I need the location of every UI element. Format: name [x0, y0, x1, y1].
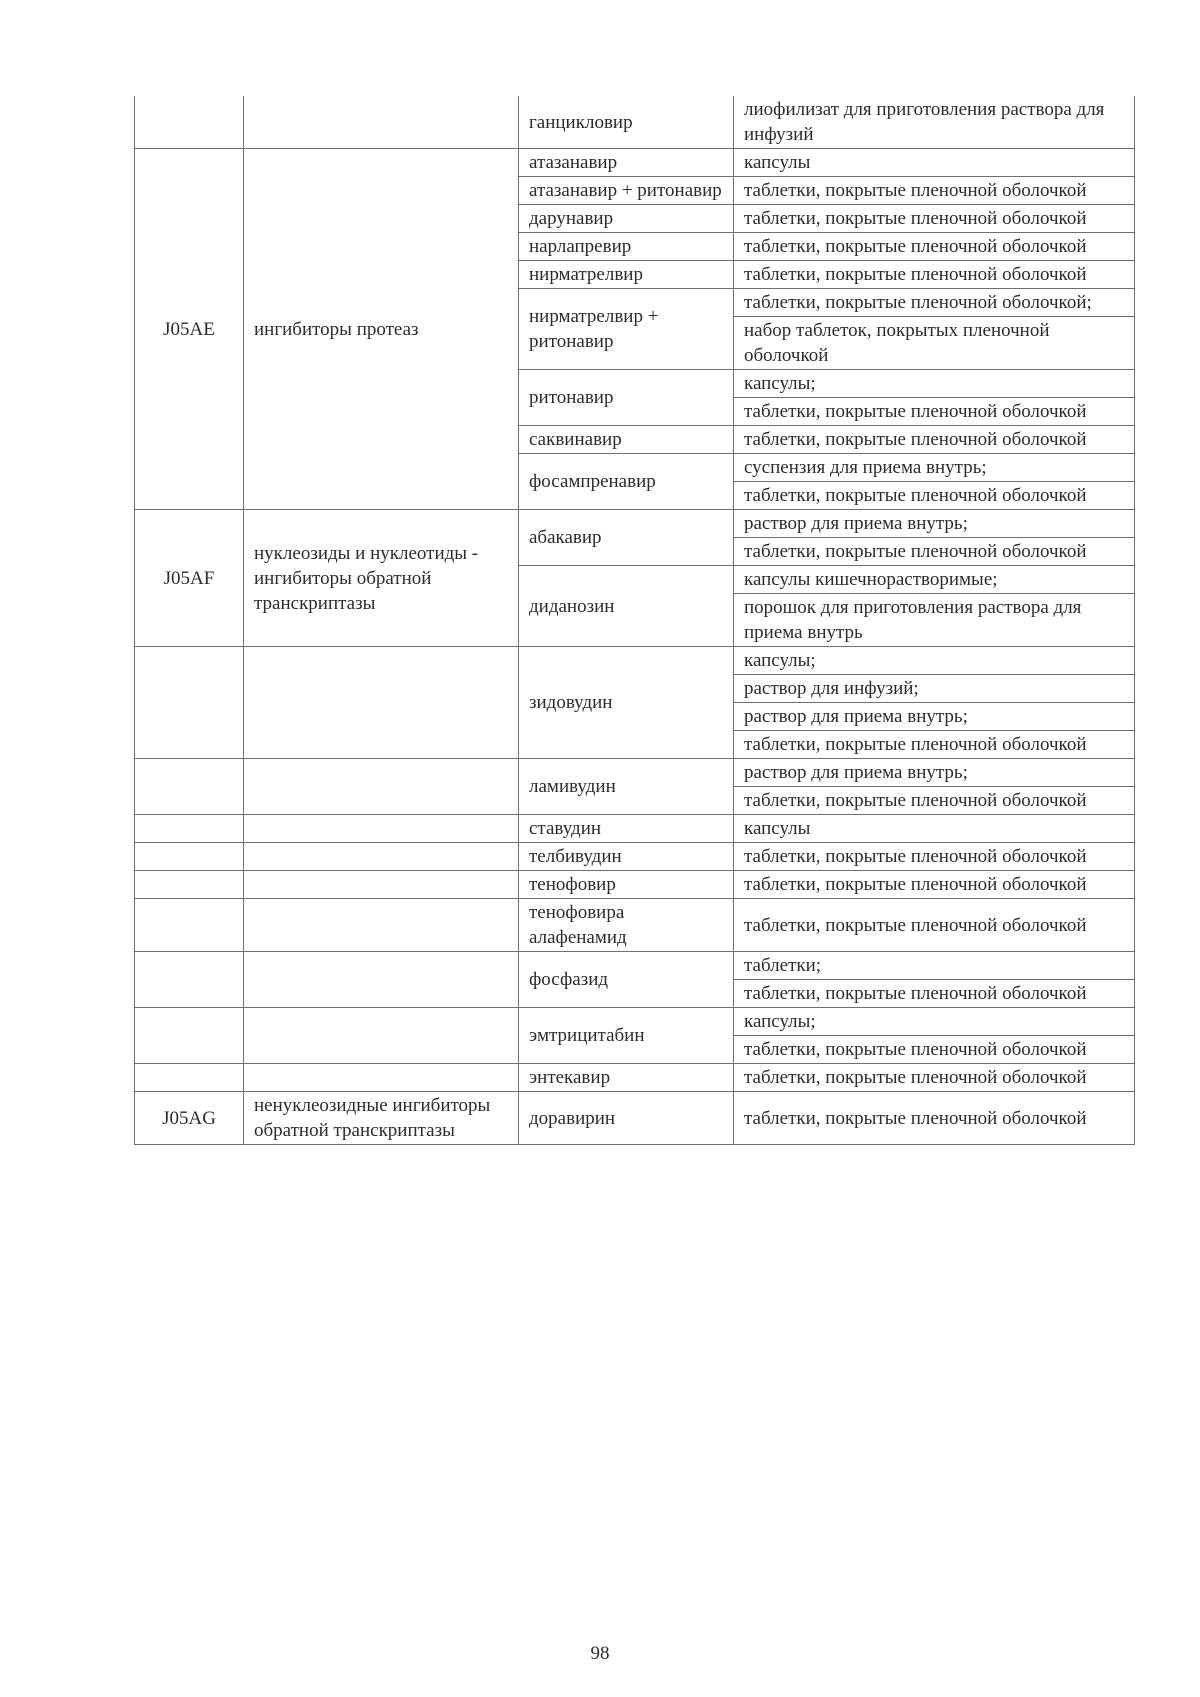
dosage-form-cell: порошок для приготовления раствора для приема внутрь [734, 594, 1135, 647]
atc-code-cell: J05AE [135, 149, 244, 510]
group-name-cell [244, 952, 519, 1008]
table-row [135, 843, 1135, 871]
drug-name-cell: ритонавир [519, 370, 734, 426]
dosage-form-cell: таблетки, покрытые пленочной оболочкой [734, 843, 1135, 871]
drug-name-cell: энтекавир [519, 1064, 734, 1092]
table-row [135, 871, 1135, 899]
table-row [135, 1092, 1135, 1145]
atc-code-cell [135, 647, 244, 759]
dosage-form-cell: таблетки, покрытые пленочной оболочкой [734, 899, 1135, 952]
dosage-form-cell: капсулы [734, 149, 1135, 177]
drug-name-cell: эмтрицитабин [519, 1008, 734, 1064]
table-row [135, 149, 1135, 177]
dosage-form-cell: таблетки, покрытые пленочной оболочкой [734, 177, 1135, 205]
drug-name-cell: ламивудин [519, 759, 734, 815]
dosage-form-cell: таблетки, покрытые пленочной оболочкой [734, 398, 1135, 426]
atc-code-cell [135, 871, 244, 899]
group-name-cell: ингибиторы протеаз [244, 149, 519, 510]
table-row [135, 952, 1135, 980]
dosage-form-cell: таблетки, покрытые пленочной оболочкой [734, 980, 1135, 1008]
dosage-form-cell: набор таблеток, покрытых пленочной оболочкой [734, 317, 1135, 370]
dosage-form-cell: таблетки, покрытые пленочной оболочкой [734, 538, 1135, 566]
group-name-cell [244, 843, 519, 871]
drug-name-cell: ставудин [519, 815, 734, 843]
group-name-cell [244, 96, 519, 149]
dosage-form-cell: таблетки, покрытые пленочной оболочкой; [734, 289, 1135, 317]
group-name-cell [244, 899, 519, 952]
table-row [135, 899, 1135, 952]
dosage-form-cell: таблетки, покрытые пленочной оболочкой [734, 1092, 1135, 1145]
dosage-form-cell: суспензия для приема внутрь; [734, 454, 1135, 482]
table-body [135, 96, 1135, 1145]
table-row [135, 510, 1135, 538]
dosage-form-cell: раствор для приема внутрь; [734, 510, 1135, 538]
dosage-form-cell: таблетки, покрытые пленочной оболочкой [734, 233, 1135, 261]
group-name-cell [244, 1064, 519, 1092]
table-row [135, 647, 1135, 675]
drug-name-cell: нарлапревир [519, 233, 734, 261]
group-name-cell [244, 871, 519, 899]
group-name-cell [244, 1008, 519, 1064]
atc-code-cell: J05AF [135, 510, 244, 647]
page-number: 98 [590, 1643, 610, 1664]
drug-name-cell: саквинавир [519, 426, 734, 454]
dosage-form-cell: лиофилизат для приготовления раствора для инфузий [734, 96, 1135, 149]
table-row [135, 1064, 1135, 1092]
dosage-form-cell: таблетки, покрытые пленочной оболочкой [734, 205, 1135, 233]
drug-name-cell: зидовудин [519, 647, 734, 759]
dosage-form-cell: таблетки, покрытые пленочной оболочкой [734, 787, 1135, 815]
dosage-form-cell: таблетки, покрытые пленочной оболочкой [734, 426, 1135, 454]
atc-code-cell: J05AG [135, 1092, 244, 1145]
group-name-cell [244, 815, 519, 843]
table-row [135, 96, 1135, 149]
table-row [135, 759, 1135, 787]
atc-code-cell [135, 843, 244, 871]
atc-code-cell [135, 1008, 244, 1064]
dosage-form-cell: раствор для приема внутрь; [734, 703, 1135, 731]
dosage-form-cell: капсулы кишечнорастворимые; [734, 566, 1135, 594]
drug-name-cell: нирматрелвир [519, 261, 734, 289]
table-row [135, 815, 1135, 843]
dosage-form-cell: раствор для инфузий; [734, 675, 1135, 703]
dosage-form-cell: таблетки, покрытые пленочной оболочкой [734, 261, 1135, 289]
dosage-form-cell: таблетки, покрытые пленочной оболочкой [734, 731, 1135, 759]
group-name-cell: нуклеозиды и нуклеотиды - ингибиторы обратной транскриптазы [244, 510, 519, 647]
drug-name-cell: атазанавир + ритонавир [519, 177, 734, 205]
dosage-form-cell: капсулы; [734, 647, 1135, 675]
drug-name-cell: тенофовира алафенамид [519, 899, 734, 952]
atc-code-cell [135, 899, 244, 952]
drug-name-cell: телбивудин [519, 843, 734, 871]
drug-name-cell: доравирин [519, 1092, 734, 1145]
table-row [135, 1008, 1135, 1036]
drug-name-cell: атазанавир [519, 149, 734, 177]
dosage-form-cell: таблетки, покрытые пленочной оболочкой [734, 871, 1135, 899]
drug-name-cell: дарунавир [519, 205, 734, 233]
dosage-form-cell: капсулы [734, 815, 1135, 843]
dosage-form-cell: капсулы; [734, 1008, 1135, 1036]
group-name-cell [244, 759, 519, 815]
drug-name-cell: диданозин [519, 566, 734, 647]
atc-code-cell [135, 1064, 244, 1092]
dosage-form-cell: таблетки, покрытые пленочной оболочкой [734, 1036, 1135, 1064]
drug-name-cell: фосампренавир [519, 454, 734, 510]
drug-name-cell: тенофовир [519, 871, 734, 899]
atc-code-cell [135, 815, 244, 843]
dosage-form-cell: таблетки; [734, 952, 1135, 980]
drug-name-cell: ганцикловир [519, 96, 734, 149]
dosage-form-cell: раствор для приема внутрь; [734, 759, 1135, 787]
atc-code-cell [135, 759, 244, 815]
atc-code-cell [135, 952, 244, 1008]
drug-name-cell: фосфазид [519, 952, 734, 1008]
dosage-form-cell: таблетки, покрытые пленочной оболочкой [734, 482, 1135, 510]
group-name-cell [244, 647, 519, 759]
drug-name-cell: абакавир [519, 510, 734, 566]
dosage-form-cell: таблетки, покрытые пленочной оболочкой [734, 1064, 1135, 1092]
group-name-cell: ненуклеозидные ингибиторы обратной транскриптазы [244, 1092, 519, 1145]
dosage-form-cell: капсулы; [734, 370, 1135, 398]
drug-name-cell: нирматрелвир + ритонавир [519, 289, 734, 370]
drug-table [134, 96, 1135, 1145]
atc-code-cell [135, 96, 244, 149]
